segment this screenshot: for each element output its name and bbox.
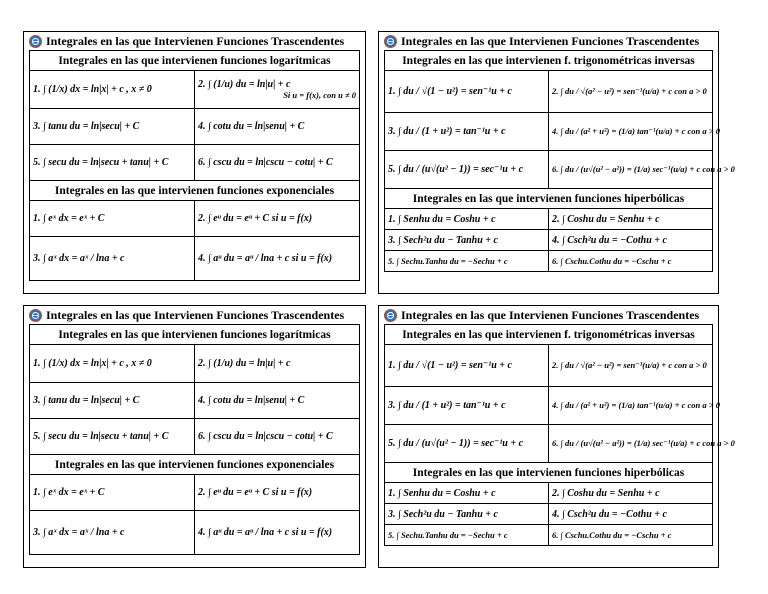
exp-formula-4: 4. ∫ aᵘ du = aᵘ / lna + c si u = f(x): [195, 511, 360, 555]
hyp-formula-5: 5. ∫ Sechu.Tanhu du = −Sechu + c: [385, 525, 549, 546]
trig-formula-3: 3. ∫ du / (1 + u²) = tan⁻¹u + c: [385, 113, 549, 151]
trig-section-header: Integrales en las que intervienen f. trigonométricas inversas: [385, 51, 713, 71]
card-title: Integrales en las que Intervienen Funciones Trascendentes: [46, 307, 345, 322]
card-title: Integrales en las que Intervienen Funciones Trascendentes: [401, 307, 700, 322]
trig-formula-4: 4. ∫ du / (a² + u²) = (1/a) tan⁻¹(u/a) + c con a > 0: [549, 113, 713, 151]
card-top-left: [23, 31, 366, 294]
card-bottom-right: [378, 305, 735, 568]
formula-2: 2. ∫ (1/u) du = ln|u| + c Si u = f(x), con u ≠ 0: [195, 71, 360, 109]
exp-section-header: Integrales en las que intervienen funciones exponenciales: [30, 181, 360, 201]
trig-formula-2: 2. ∫ du / √(a² − u²) = sen⁻¹(u/a) + c con a > 0: [549, 71, 713, 113]
trig-section-header: Integrales en las que intervienen f. trigonométricas inversas: [385, 325, 713, 345]
trig-formula-1: 1. ∫ du / √(1 − u²) = sen⁻¹u + c: [385, 71, 549, 113]
card-title: Integrales en las que Intervienen Funciones Trascendentes: [401, 33, 700, 48]
card-header: [379, 32, 718, 50]
trig-formula-2: 2. ∫ du / √(a² − u²) = sen⁻¹(u/a) + c con a > 0: [549, 345, 713, 387]
formula-1: 1. ∫ (1/x) dx = ln|x| + c , x ≠ 0: [30, 71, 195, 109]
trig-table: [384, 324, 735, 546]
globe-logo-icon: [384, 309, 397, 322]
trig-formula-4: 4. ∫ du / (a² + u²) = (1/a) tan⁻¹(u/a) + c con a > 0: [549, 387, 713, 425]
hyp-formula-6: 6. ∫ Cschu.Cothu du = −Cschu + c: [549, 251, 713, 272]
hyp-section-header: Integrales en las que intervienen funciones hiperbólicas: [385, 189, 713, 209]
card-header: [24, 32, 365, 50]
formula-2-note: Si u = f(x), con u ≠ 0: [283, 90, 356, 100]
hyp-formula-5: 5. ∫ Sechu.Tanhu du = −Sechu + c: [385, 251, 549, 272]
trig-table: [384, 50, 735, 272]
card-header: [24, 306, 365, 324]
hyp-formula-6: 6. ∫ Cschu.Cothu du = −Cschu + c: [549, 525, 713, 546]
hyp-formula-4: 4. ∫ Csch²u du = −Cothu + c: [549, 230, 713, 251]
log-table: [29, 324, 360, 555]
formula-5: 5. ∫ secu du = ln|secu + tanu| + C: [30, 419, 195, 455]
exp-formula-2: 2. ∫ eᵘ du = eᵘ + C si u = f(x): [195, 201, 360, 237]
formula-6: 6. ∫ cscu du = ln|cscu − cotu| + C: [195, 419, 360, 455]
trig-formula-3: 3. ∫ du / (1 + u²) = tan⁻¹u + c: [385, 387, 549, 425]
log-section-header: Integrales en las que intervienen funciones logarítmicas: [30, 325, 360, 345]
exp-formula-4: 4. ∫ aᵘ du = aᵘ / lna + c si u = f(x): [195, 237, 360, 281]
hyp-formula-1: 1. ∫ Senhu du = Coshu + c: [385, 483, 549, 504]
formula-6: 6. ∫ cscu du = ln|cscu − cotu| + C: [195, 145, 360, 181]
hyp-formula-1: 1. ∫ Senhu du = Coshu + c: [385, 209, 549, 230]
formula-3: 3. ∫ tanu du = ln|secu| + C: [30, 383, 195, 419]
hyp-formula-2: 2. ∫ Coshu du = Senhu + c: [549, 209, 713, 230]
formula-5: 5. ∫ secu du = ln|secu + tanu| + C: [30, 145, 195, 181]
exp-formula-3: 3. ∫ aˣ dx = aˣ / lna + c: [30, 237, 195, 281]
formula-1: 1. ∫ (1/x) dx = ln|x| + c , x ≠ 0: [30, 345, 195, 383]
exp-formula-1: 1. ∫ eˣ dx = eˣ + C: [30, 475, 195, 511]
formula-4: 4. ∫ cotu du = ln|senu| + C: [195, 109, 360, 145]
trig-formula-6: 6. ∫ du / (u√(u² − a²)) = (1/a) sec⁻¹(u/a) + c con a > 0: [549, 151, 713, 189]
hyp-formula-2: 2. ∫ Coshu du = Senhu + c: [549, 483, 713, 504]
log-section-header: Integrales en las que intervienen funciones logarítmicas: [30, 51, 360, 71]
globe-logo-icon: [29, 35, 42, 48]
formula-2: 2. ∫ (1/u) du = ln|u| + c: [195, 345, 360, 383]
hyp-section-header: Integrales en las que intervienen funciones hiperbólicas: [385, 463, 713, 483]
hyp-formula-3: 3. ∫ Sech²u du − Tanhu + c: [385, 504, 549, 525]
card-top-right: [378, 31, 735, 294]
exp-section-header: Integrales en las que intervienen funciones exponenciales: [30, 455, 360, 475]
exp-formula-2: 2. ∫ eᵘ du = eᵘ + C si u = f(x): [195, 475, 360, 511]
card-header: [379, 306, 718, 324]
trig-formula-5: 5. ∫ du / (u√(u² − 1)) = sec⁻¹u + c: [385, 425, 549, 463]
trig-formula-1: 1. ∫ du / √(1 − u²) = sen⁻¹u + c: [385, 345, 549, 387]
log-table: [29, 50, 360, 281]
globe-logo-icon: [384, 35, 397, 48]
formula-3: 3. ∫ tanu du = ln|secu| + C: [30, 109, 195, 145]
exp-formula-1: 1. ∫ eˣ dx = eˣ + C: [30, 201, 195, 237]
card-bottom-left: [23, 305, 366, 568]
card-title: Integrales en las que Intervienen Funciones Trascendentes: [46, 33, 345, 48]
formula-4: 4. ∫ cotu du = ln|senu| + C: [195, 383, 360, 419]
trig-formula-6: 6. ∫ du / (u√(u² − a²)) = (1/a) sec⁻¹(u/a) + c con a > 0: [549, 425, 713, 463]
hyp-formula-4: 4. ∫ Csch²u du = −Cothu + c: [549, 504, 713, 525]
globe-logo-icon: [29, 309, 42, 322]
hyp-formula-3: 3. ∫ Sech²u du − Tanhu + c: [385, 230, 549, 251]
trig-formula-5: 5. ∫ du / (u√(u² − 1)) = sec⁻¹u + c: [385, 151, 549, 189]
exp-formula-3: 3. ∫ aˣ dx = aˣ / lna + c: [30, 511, 195, 555]
